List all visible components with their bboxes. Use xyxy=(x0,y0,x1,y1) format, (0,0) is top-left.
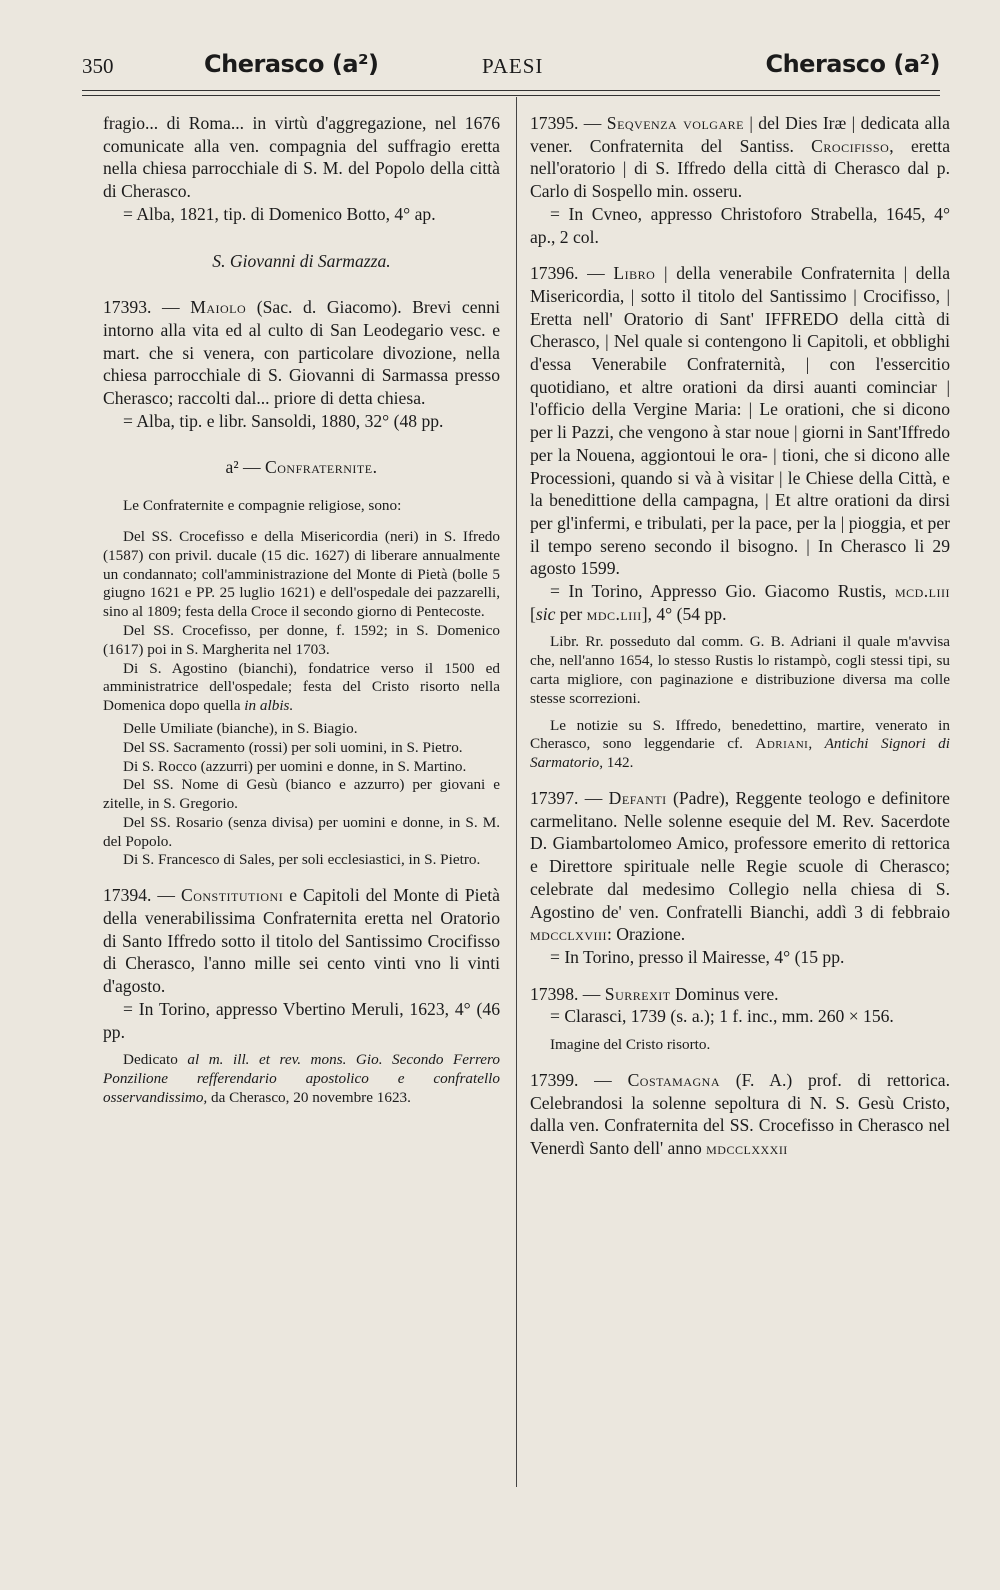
running-title-center: PAESI xyxy=(482,54,544,78)
entry-author: Libro xyxy=(613,263,656,284)
list-item: Del SS. Crocefisso e della Misericordia (neri) in S. Ifredo (1587) con privil. ducale (15 dic. 1627) di liberare annualmente un condannato; coll'amministrazione del Monte di Pietà (bolle 5 giugno 1621 e PP. 25 luglio 1621) e dell'ospedale dei pazzarelli, sino al 1809; festa della Croce il secondo giorno di Pentecoste. xyxy=(103,527,500,621)
list-intro: Le Confraternite e compagnie religiose, sono: xyxy=(123,497,402,515)
entry-publication: = In Torino, appresso Vbertino Meruli, 1623, 4° (46 pp. xyxy=(103,998,500,1042)
entry-17396: 17396. — Libro | della venerabile Confraternita | della Misericordia, | sotto il titolo del Santissimo | Crocifisso, | Eretta nell' Oratorio di Sant' IFFREDO della città di Cherasco, | Nel quale si contengono li Capitoli, et obblighi d'essa Venerabile Confraternità, | con l'essercitio quotidiano, et altre orationi da dirsi auanti cominciar | l'officio della Vergine Maria: | Le orationi, che si dicono per li Pazzi, che vengono à star noue | giorni in Sant'Iffredo per la Nouena, aggiontoui le ora- | tioni, che si dicono alle Processioni, quando si và à visitar | le Chiese della Città, e la benedittione della campagna, | Et altre orationi da dirsi per gl'infermi, e tribulati, per la pace, per la | pioggia, et per il tempo sereno secondo il bisogno. | In Cherasco li 29 agosto 1599. xyxy=(530,263,951,579)
entry-author: Surrexit xyxy=(604,983,671,1004)
entry-publication: = Alba, tip. e libr. Sansoldi, 1880, 32° (48 pp. xyxy=(123,410,444,431)
entry-publication: = Alba, 1821, tip. di Domenico Botto, 4° ap. xyxy=(123,203,436,224)
entry-note: Le notizie su S. Iffredo, benedettino, martire, venerato in Cherasco, sono leggendarie cf. Adriani, Antichi Signori di Sarmatorio, 142. xyxy=(530,716,950,772)
list-item: Di S. Agostino (bianchi), fondatrice verso il 1500 ed amministratrice dell'ospedale; festa del Cristo risorto nella Domenica dopo quella in albis. xyxy=(103,659,500,715)
entry-author: Defanti xyxy=(608,788,667,809)
entry-publication: = In Cvneo, appresso Christoforo Strabella, 1645, 4° ap., 2 col. xyxy=(530,203,950,247)
entry-note: Libr. Rr. posseduto dal comm. G. B. Adriani il quale m'avvisa che, nell'anno 1654, lo stesso Rustis lo ristampò, cogli stessi tipi, su carta migliore, con paginazione e distribuzione diversa ma colle stesse scorrezioni. xyxy=(530,633,950,707)
entry-17397: 17397. — Defanti (Padre), Reggente teologo e definitore carmelitano. Nelle solenne esequie del M. Rev. Sacerdote D. Giambartolomeo Amico, professore emerito di rettorica e Direttore spirituale nelle Regie scuole di Cherasco; celebrate dal medesimo Collegio nella chiesa di S. Agostino de' ven. Confratelli Bianchi, addì 3 di febbraio mdcclxviii: Orazione. xyxy=(530,788,950,945)
entry-author: Constitutioni xyxy=(180,885,284,906)
list-item: Del SS. Sacramento (rossi) per soli uomini, in S. Pietro. xyxy=(123,738,463,756)
entry-note: Dedicato al m. ill. et rev. mons. Gio. Secondo Ferrero Ponzilione refferendario apostolico e confratello osservandissimo, da Cherasco, 20 novembre 1623. xyxy=(103,1051,500,1106)
entry-publication: = In Torino, Appresso Gio. Giacomo Rustis, mcd.liii [sic per mdc.liii], 4° (54 pp. xyxy=(530,581,950,624)
header-rule-bottom xyxy=(82,95,940,96)
entry-publication: = In Torino, presso il Mairesse, 4° (15 pp. xyxy=(550,946,845,967)
list-item: Di S. Francesco di Sales, per soli ecclesiastici, in S. Pietro. xyxy=(123,851,481,869)
entry-17394: 17394. — Constitutioni e Capitoli del Monte di Pietà della venerabilissima Confraternita eretta nel Oratorio di Santo Iffredo sotto il titolo del Santissimo Crocifisso di Cherasco, l'anno mille sei cento vinti vno li vinti d'agosto. xyxy=(103,885,500,997)
left-column xyxy=(103,112,500,1108)
page-number: 350 xyxy=(82,54,114,78)
confraternite-list xyxy=(103,497,500,870)
right-column xyxy=(530,112,950,1160)
running-header xyxy=(82,48,940,88)
entry-author: Maiolo xyxy=(190,297,247,318)
list-item: Del SS. Crocefisso, per donne, f. 1592; in S. Domenico (1617) poi in S. Margherita nel 1703. xyxy=(103,621,500,658)
entry-author: Seqvenza volgare xyxy=(606,113,744,133)
entry-author: Costamagna xyxy=(627,1069,721,1090)
entry-17395: 17395. — Seqvenza volgare | del Dies Iræ | dedicata alla vener. Confraternita del Santiss. Crocifisso, eretta nell'oratorio | di S. Iffredo della città di Cherasco dal p. Carlo di Sospello min. osseru. xyxy=(530,113,951,202)
list-item: Del SS. Rosario (senza divisa) per uomini e donne, in S. M. del Popolo. xyxy=(103,813,500,850)
section-heading-confraternite: a² — Confraternite. xyxy=(225,457,378,478)
entry-publication: = Clarasci, 1739 (s. a.); 1 f. inc., mm. 260 × 156. xyxy=(550,1006,894,1027)
section-heading-sgiovanni: S. Giovanni di Sarmazza. xyxy=(212,250,391,271)
entry-17399: 17399. — Costamagna (F. A.) prof. di rettorica. Celebrandosi la solenne sepoltura di N. S. Gesù Cristo, dalla ven. Confraternita del SS. Crocefisso in Cherasco nel Venerdì Santo dell' anno mdcclxxxii xyxy=(530,1069,950,1158)
entry-note: Imagine del Cristo risorto. xyxy=(550,1036,711,1054)
list-item: Del SS. Nome di Gesù (bianco e azzurro) per giovani e zitelle, in S. Gregorio. xyxy=(103,776,500,813)
entry-17398: 17398. — Surrexit Dominus vere. xyxy=(530,983,779,1004)
list-item: Delle Umiliate (bianche), in S. Biagio. xyxy=(123,719,358,737)
entry-continuation: fragio... di Roma... in virtù d'aggregazione, nel 1676 comunicate alla ven. compagnia del suffragio eretta nella chiesa parrocchiale di S. M. del Popolo della città di Cherasco. xyxy=(103,113,500,202)
running-title-left: Cherasco (a²) xyxy=(204,50,379,78)
header-rule-top xyxy=(82,90,940,91)
column-divider xyxy=(516,97,517,1487)
list-item: Di S. Rocco (azzurri) per uomini e donne, in S. Martino. xyxy=(123,757,467,775)
running-title-right: Cherasco (a²) xyxy=(765,50,940,78)
entry-17393: 17393. — Maiolo (Sac. d. Giacomo). Brevi cenni intorno alla vita ed al culto di San Leodegario vesc. e mart. che si venera, con particolare divozione, nella chiesa parrocchiale di S. Giovanni di Sarmassa presso Cherasco; raccolti dal... priore di detta chiesa. xyxy=(103,297,500,409)
